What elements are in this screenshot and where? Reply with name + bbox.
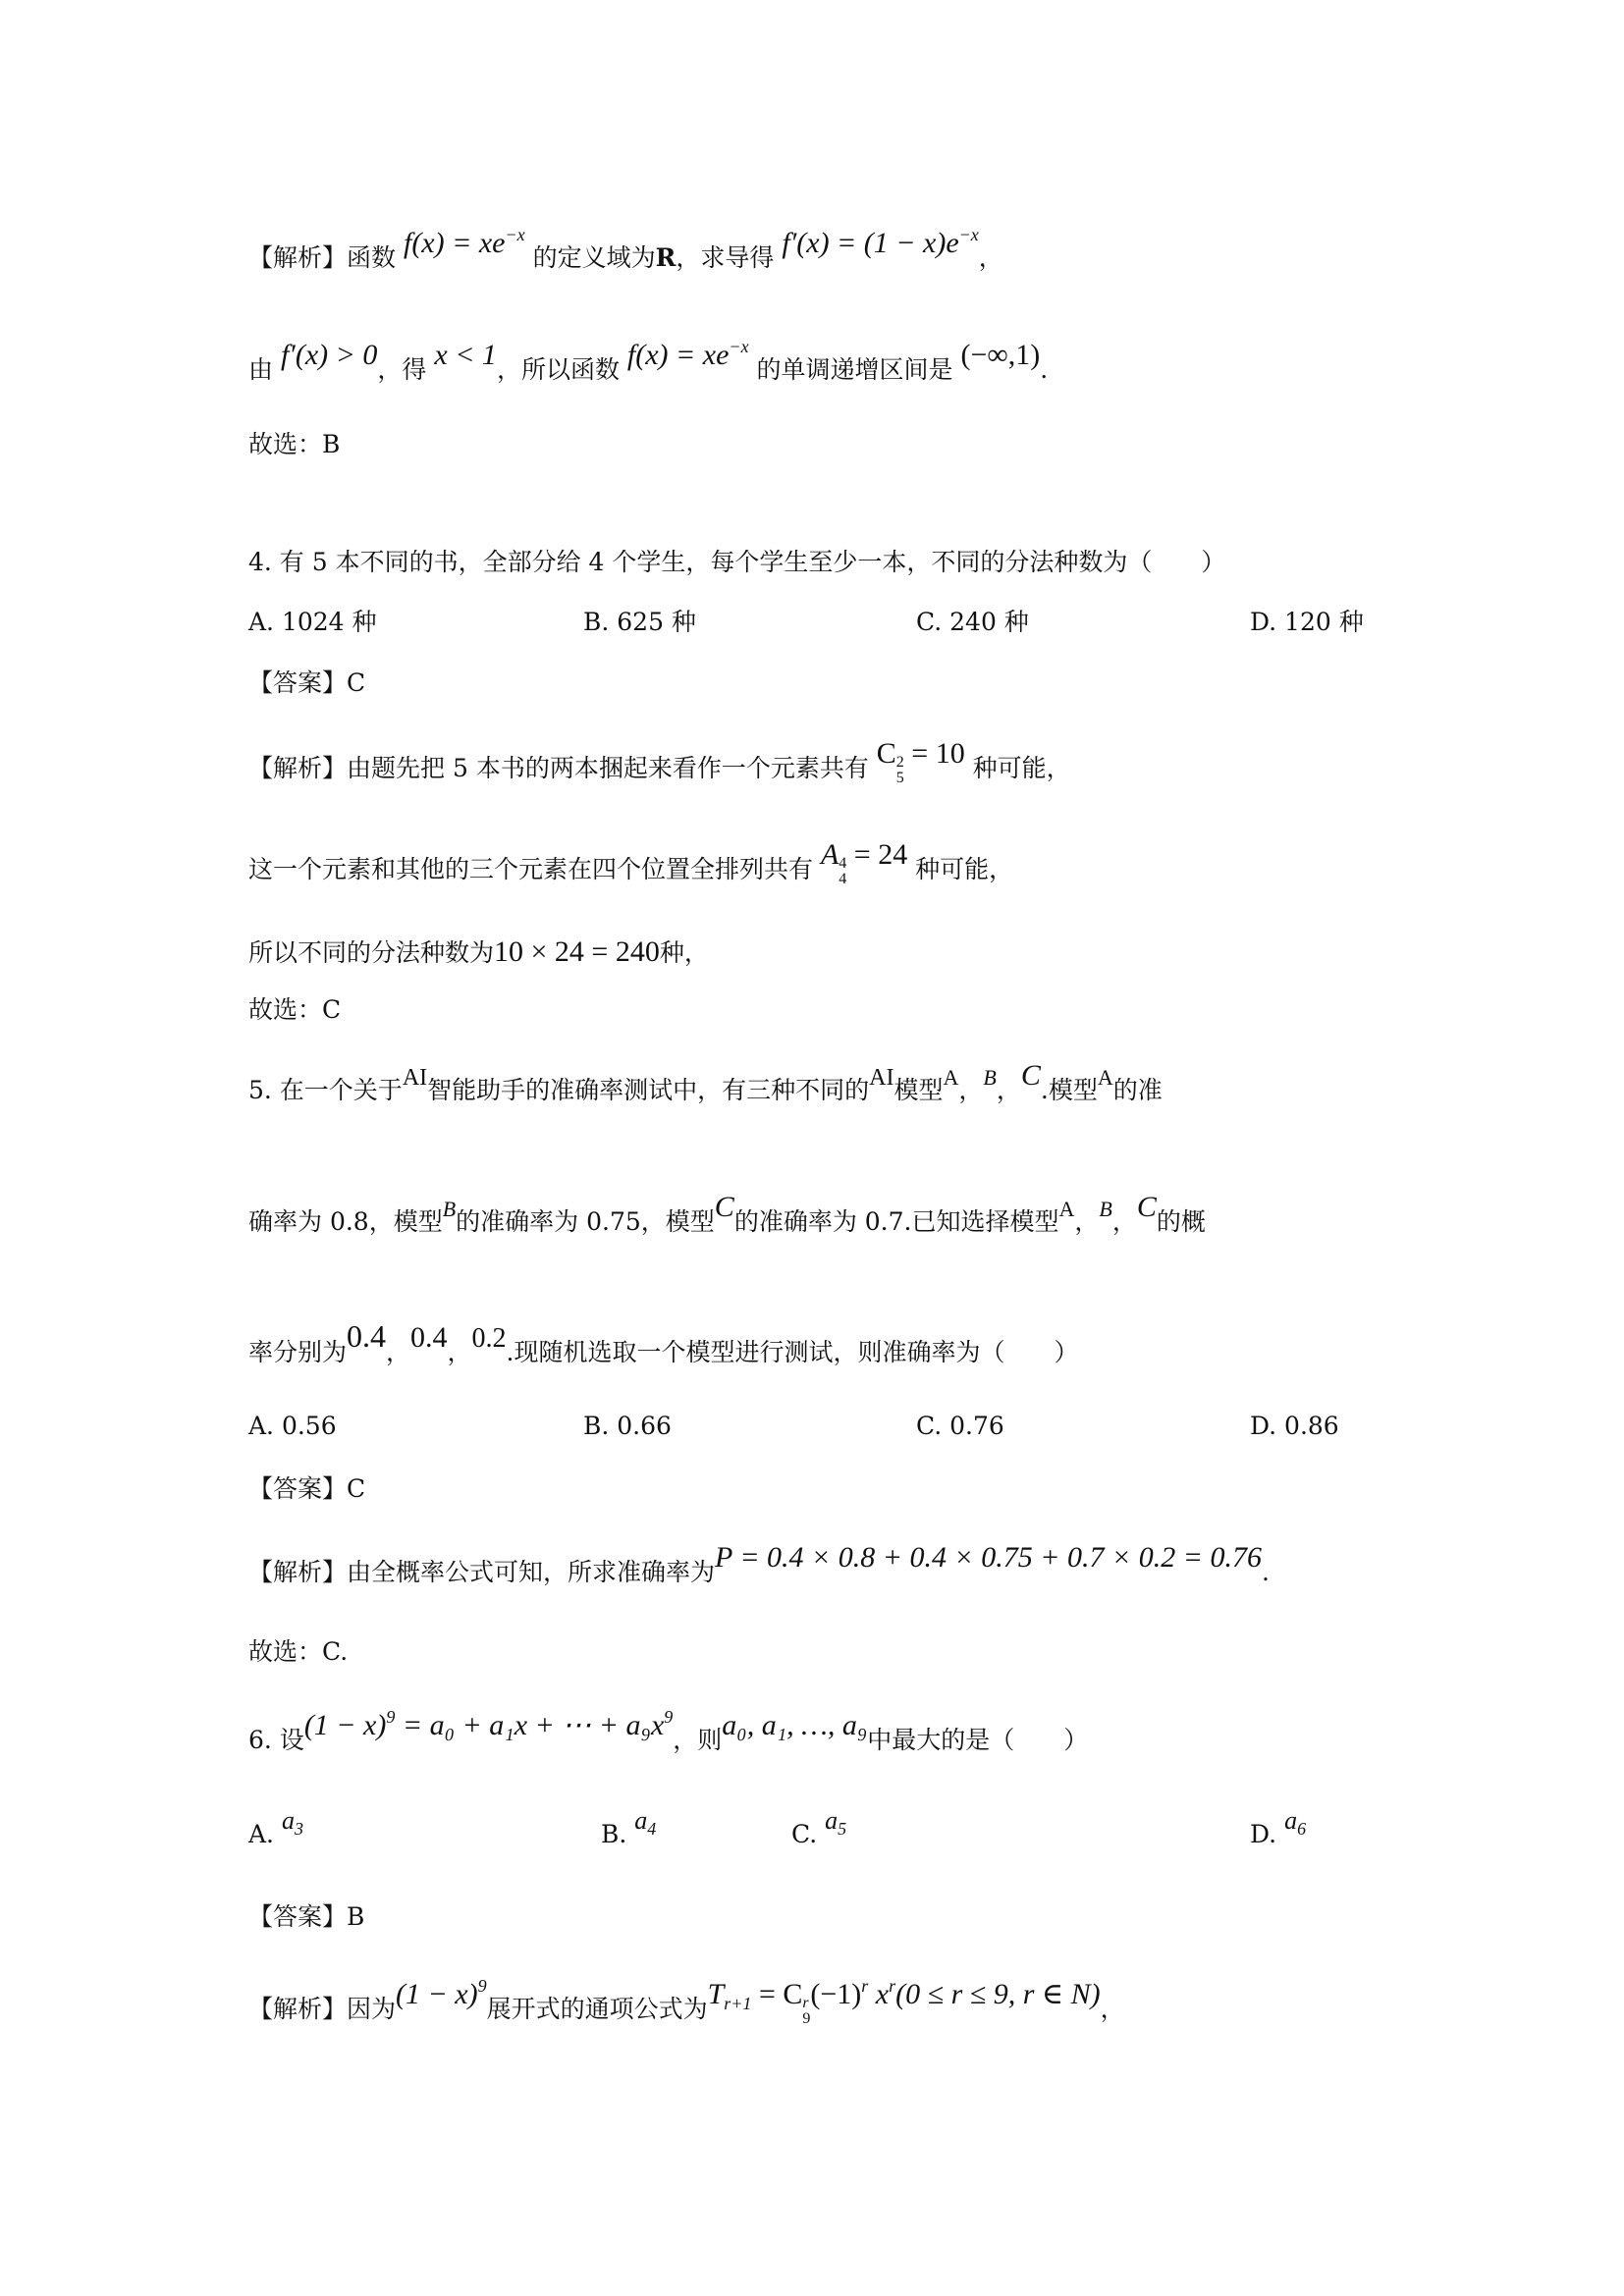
q4-option-d: D. 120 种 xyxy=(1250,608,1364,636)
math-AI: AI xyxy=(869,1065,894,1091)
q5-question-line3: 率分别为0.4，0.4，0.2.现随机选取一个模型进行测试，则准确率为（ ） xyxy=(248,1318,1079,1366)
q5-option-b: B. 0.66 xyxy=(583,1412,672,1440)
text: 展开式的通项公式为 xyxy=(486,1995,708,2023)
text: ，则 xyxy=(673,1726,723,1754)
math-product: 10 × 24 = 240 xyxy=(494,935,660,968)
analysis-tag: 【解析】 xyxy=(248,754,348,782)
q3-choice: 故选：B xyxy=(248,430,341,458)
q5-option-c: C. 0.76 xyxy=(916,1412,1004,1440)
math-fprime: $f'(x) = (1 - x)e^{-x}$ xyxy=(782,225,979,259)
math-f-def2: $f(x) = xe^{-x}$ xyxy=(626,337,749,371)
text: .现随机选取一个模型进行测试，则准确率为（ ） xyxy=(506,1338,1079,1366)
text: 种可能， xyxy=(972,754,1071,782)
text: 的单调递增区间是 xyxy=(756,355,953,384)
math-prob-2: 0.4 xyxy=(410,1321,448,1354)
text: ， xyxy=(978,243,1003,272)
text: 函数 xyxy=(347,243,397,272)
q4-option-c: C. 240 种 xyxy=(916,608,1029,636)
q6-option-a: A. $a_3$ xyxy=(248,1806,303,1848)
q3-analysis-line1 xyxy=(248,225,1003,275)
q3-analysis-line2 xyxy=(248,337,1049,387)
math-permutation: A 4 4 = 24 xyxy=(820,838,908,887)
math-f-def: $f(x) = xe^{-x}$ xyxy=(403,225,525,259)
math-total-probability: P = 0.4 × 0.8 + 0.4 × 0.75 + 0.7 × 0.2 = 0.76 xyxy=(715,1541,1263,1574)
math-expansion: $(1 - x)^9 = a_0 + a_1x$ + ⋯ + $a_9x^9$ xyxy=(303,1707,674,1741)
math-model-C: C xyxy=(1136,1191,1157,1223)
math-sequence: a₀, a₁, …, a₉ xyxy=(722,1709,868,1741)
text: ，所以函数 xyxy=(496,355,620,384)
text: 模型 xyxy=(893,1076,944,1104)
q6-option-d: D. $a_6$ xyxy=(1250,1806,1307,1848)
analysis-tag: 【解析】 xyxy=(248,1995,348,2023)
q5-question-line2: 确率为 0.8，模型B的准确率为 0.75，模型C的准确率为 0.7.已知选择模型A，B，C的概 xyxy=(248,1191,1206,1236)
q6-question xyxy=(248,1707,1089,1757)
text: 由 xyxy=(248,355,274,384)
text: 中最大的是（ ） xyxy=(867,1726,1089,1754)
text: 种可能， xyxy=(915,855,1014,883)
text: 的概 xyxy=(1156,1207,1206,1236)
q4-question: 4. 有 5 本不同的书，全部分给 4 个学生，每个学生至少一本，不同的分法种数为（ ） xyxy=(248,548,1226,576)
text: . xyxy=(1040,355,1049,384)
math-cond: f′(x) > 0 xyxy=(280,339,378,371)
q4-option-b: B. 625 种 xyxy=(583,608,696,636)
text: ， xyxy=(1100,1995,1125,2023)
analysis-tag: 【解析】 xyxy=(248,243,348,272)
text: .模型 xyxy=(1040,1076,1098,1104)
math-prob-3: 0.2 xyxy=(471,1323,507,1354)
math-general-term: $T_{r+1} = C$ r 9 $(-1)^r$ $x^r(0 \le r \le 9$, r ∈ N) xyxy=(707,1976,1101,2027)
q4-analysis-line2 xyxy=(248,838,1014,901)
q6-option-b: B. $a_4$ xyxy=(601,1806,657,1848)
text: 的准 xyxy=(1112,1076,1163,1104)
q4-option-a: A. 1024 种 xyxy=(248,608,377,636)
text: ，求导得 xyxy=(676,243,775,272)
math-model-B: B xyxy=(1099,1197,1112,1221)
q4-answer: 【答案】C xyxy=(248,668,366,697)
q4-analysis-line1 xyxy=(248,737,1071,800)
analysis-tag: 【解析】 xyxy=(248,1558,348,1586)
math-model-A: A xyxy=(1097,1065,1113,1090)
q6-analysis xyxy=(248,1976,1125,2041)
text: 的准确率为 0.7.已知选择模型 xyxy=(733,1207,1059,1236)
math-model-B: B xyxy=(983,1065,997,1090)
text: . xyxy=(1262,1558,1270,1586)
text: 6. 设 xyxy=(248,1726,304,1754)
text: 确率为 0.8，模型 xyxy=(248,1207,443,1236)
math-model-C: C xyxy=(1020,1059,1041,1092)
math-combination: C 2 5 = 10 xyxy=(876,737,965,786)
math-model-A: A xyxy=(943,1065,959,1090)
text: 的准确率为 0.75，模型 xyxy=(456,1207,715,1236)
q4-analysis-line3 xyxy=(248,935,709,970)
q5-question-line1: 5. 在一个关于AI智能助手的准确率测试中，有三种不同的AI模型A，B，C.模型A的准 xyxy=(248,1059,1163,1104)
math-x-lt-1: x < 1 xyxy=(434,339,497,371)
text: 率分别为 xyxy=(248,1338,348,1366)
math-model-C: C xyxy=(714,1191,734,1223)
q5-option-d: D. 0.86 xyxy=(1250,1412,1339,1440)
math-AI: AI xyxy=(402,1065,428,1091)
math-model-A: A xyxy=(1058,1197,1075,1221)
q5-answer: 【答案】C xyxy=(248,1474,366,1503)
q5-choice: 故选：C. xyxy=(248,1637,349,1666)
text: 种， xyxy=(659,938,709,967)
text: 智能助手的准确率测试中，有三种不同的 xyxy=(427,1076,870,1104)
math-interval: (−∞,1) xyxy=(960,339,1041,371)
math-prob-1: 0.4 xyxy=(347,1318,387,1354)
text: 由全概率公式可知，所求准确率为 xyxy=(347,1558,716,1586)
text: 因为 xyxy=(347,1995,397,2023)
q5-analysis xyxy=(248,1541,1270,1589)
text: 由题先把 5 本书的两本捆起来看作一个元素共有 xyxy=(347,754,869,782)
text: 的定义域为 xyxy=(532,243,656,272)
text: 5. 在一个关于 xyxy=(248,1076,403,1104)
math-base: $(1 - x)^9$ xyxy=(396,1976,487,2010)
text: ，得 xyxy=(377,355,427,384)
set-R: R xyxy=(655,243,677,272)
q6-answer: 【答案】B xyxy=(248,1902,365,1931)
q5-option-a: A. 0.56 xyxy=(248,1412,337,1440)
q6-option-c: C. $a_5$ xyxy=(791,1806,847,1848)
text: 这一个元素和其他的三个元素在四个位置全排列共有 xyxy=(248,855,814,883)
text: 所以不同的分法种数为 xyxy=(248,938,495,967)
q4-choice: 故选：C xyxy=(248,995,342,1024)
math-model-B: B xyxy=(442,1197,457,1221)
